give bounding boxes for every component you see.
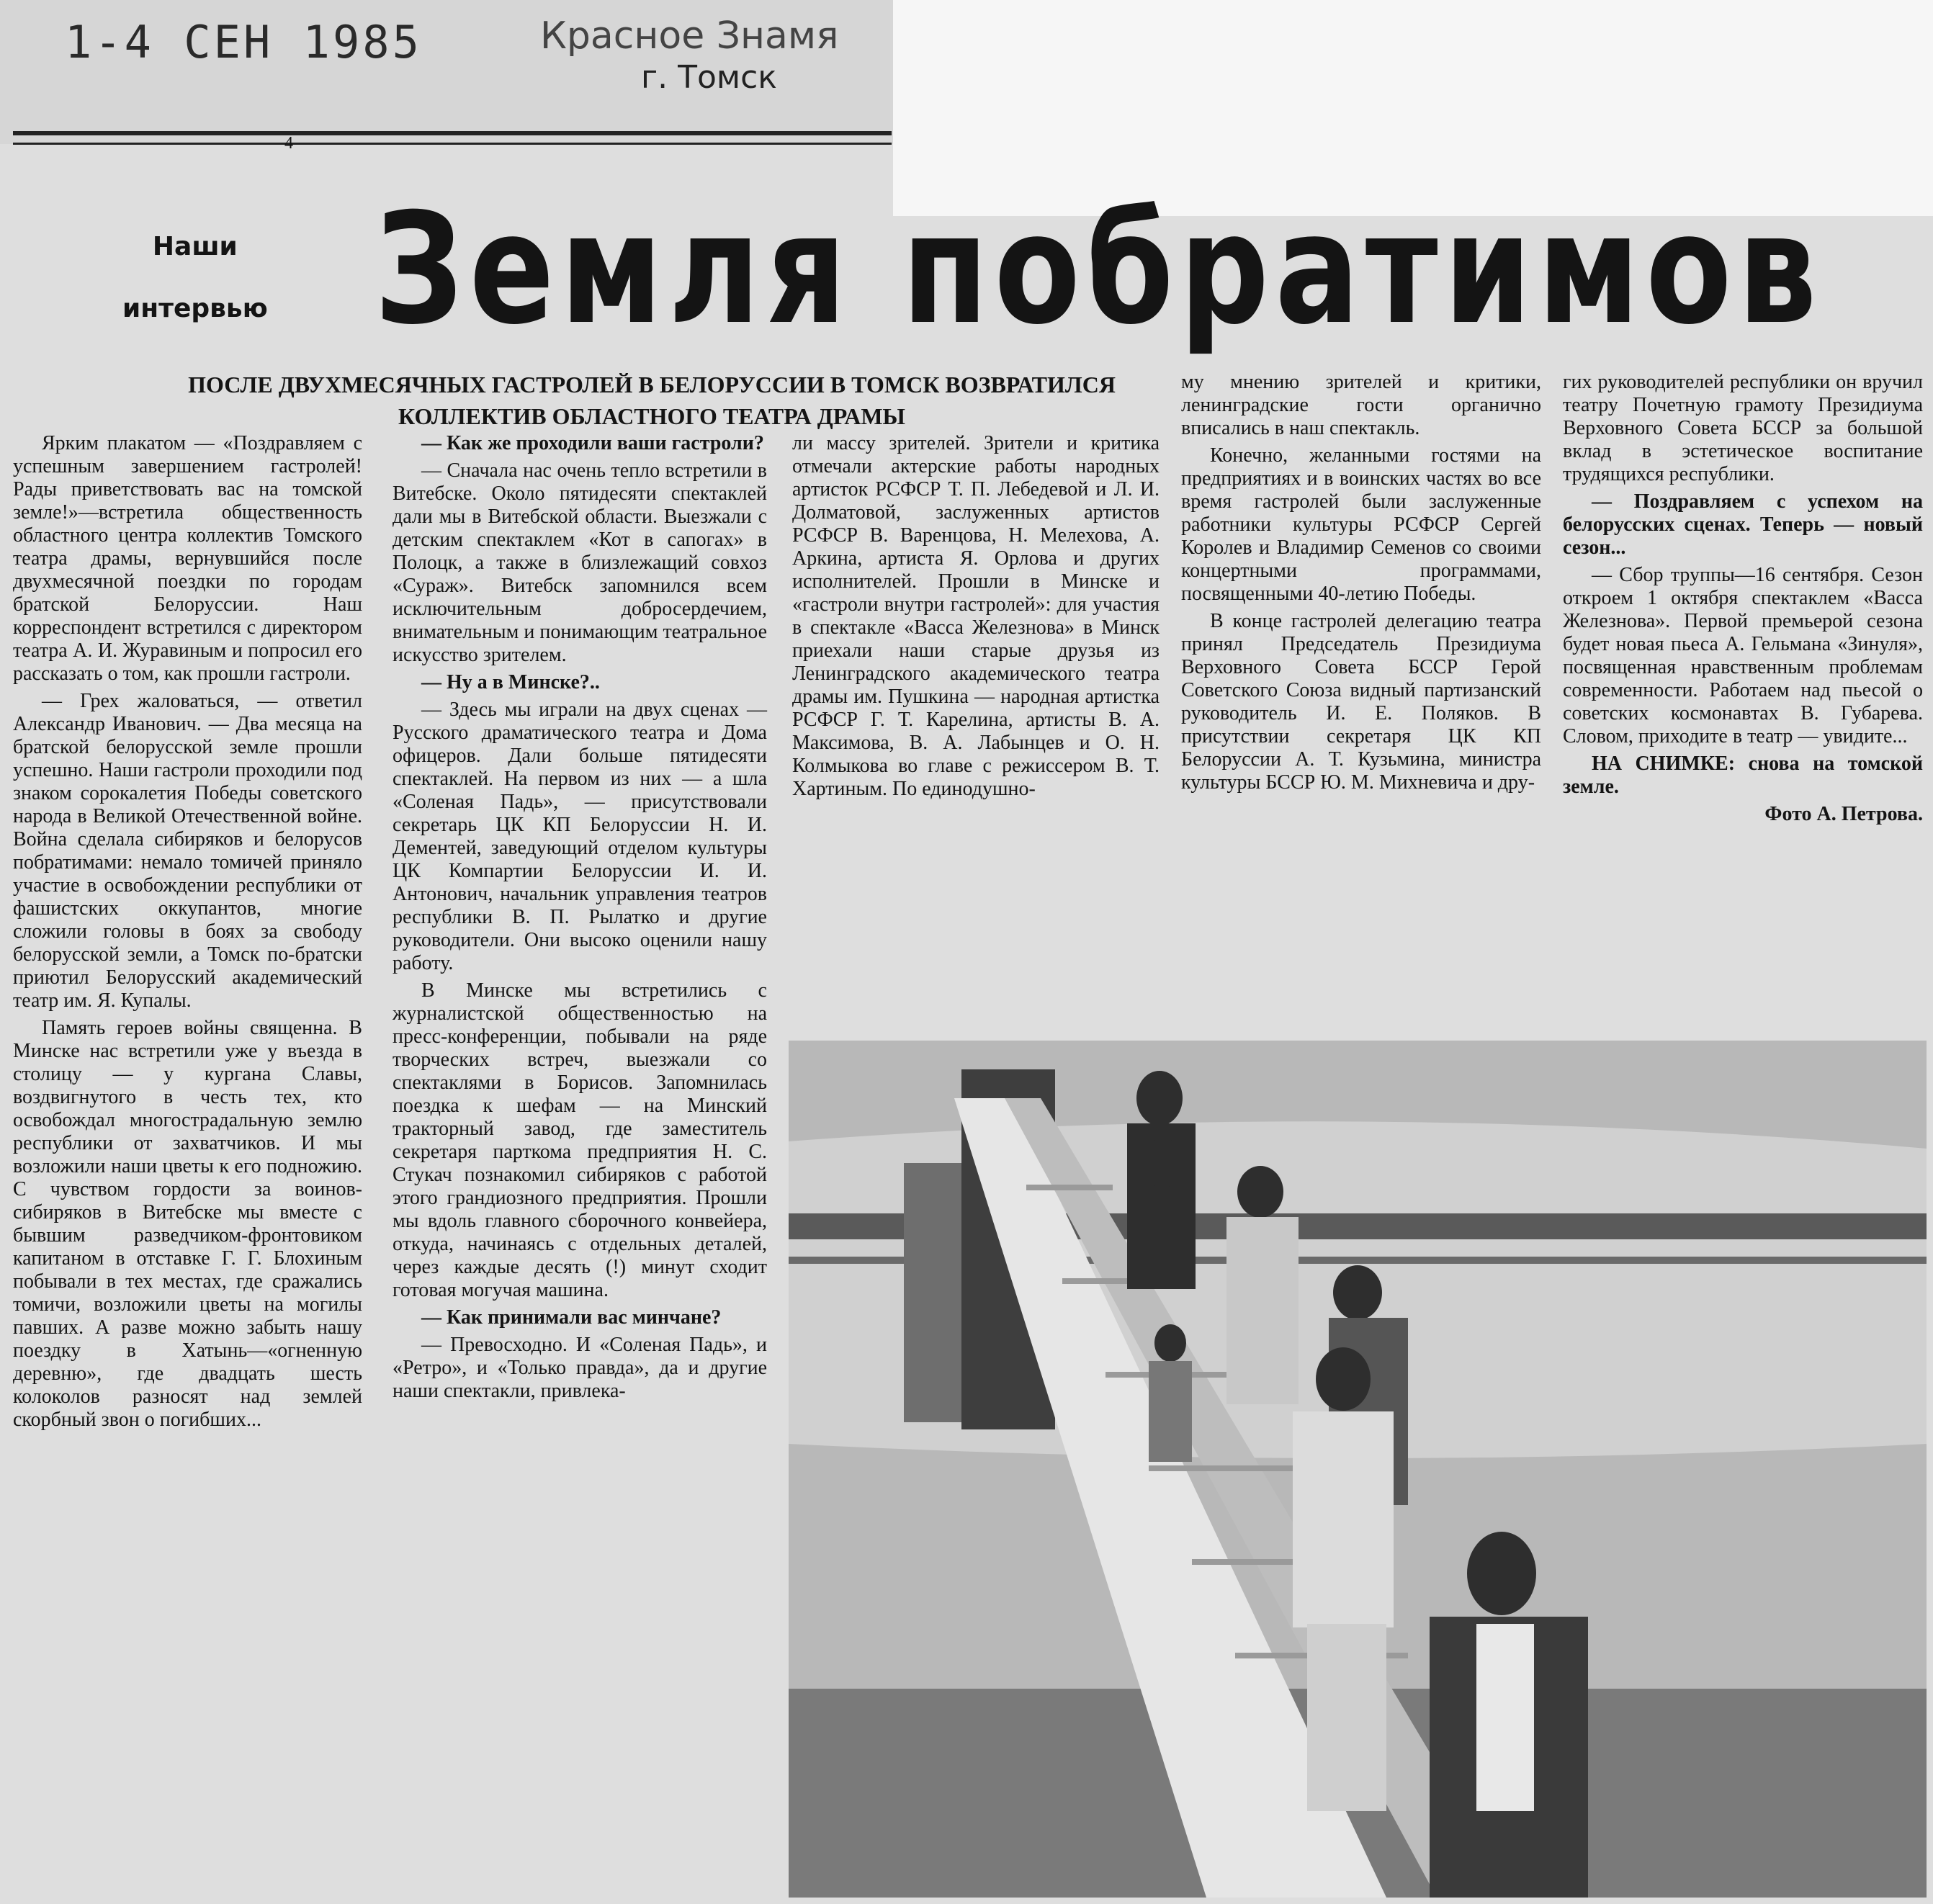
paragraph: — Здесь мы играли на двух сценах — Русского драматического театра и Дома офицеров. Дали больше пятидесяти спектаклей. На первом из них — а шла «Соленая Падь», — присутствовали секретарь ЦК КП Белоруссии Н. И. Дементей, заведующий отделом культуры ЦК Компартии Белоруссии И. И. Антонович, начальник управления театров республики В. П. Рылатко и другие руководители. Они высоко оценили нашу работу.: [393, 699, 767, 974]
paragraph: — Сначала нас очень тепло встретили в Витебске. Около пятидесяти спектаклей дали мы в Витебской области. Выезжали с детским спектаклем «Кот в сапогах» в Полоцк, а также в близлежащий совхоз «Сураж». Витебск запомнился всем исключительным добросердечием, внимательным и понимающим театральное искусство зрителем.: [393, 459, 767, 666]
rubric-line-1: Наши: [152, 232, 238, 261]
photo-caption: НА СНИМКЕ: снова на томской земле.: [1563, 753, 1923, 798]
photo-illustration: [789, 1041, 1927, 1898]
column-3: [792, 432, 1160, 1008]
paragraph: му мнению зрителей и критики, ленинградские гости органично вписались в наш спектакль.: [1181, 371, 1541, 439]
photo-credit: Фото А. Петрова.: [1764, 803, 1923, 825]
top-rule-thin: [13, 143, 892, 145]
page-number: 4: [284, 134, 293, 153]
rubric-label: [122, 216, 268, 340]
lead-paragraph: ПОСЛЕ ДВУХМЕСЯЧНЫХ ГАСТРОЛЕЙ В БЕЛОРУССИИ В ТОМСК ВОЗВРАТИЛСЯ КОЛЛЕКТИВ ОБЛАСТНОГО ТЕАТРА ДРАМЫ: [188, 372, 1116, 429]
column-5: [1563, 371, 1923, 1019]
paragraph: — Грех жаловаться, — ответил Александр Иванович. — Два месяца на братской белорусской земле прошли успешно. Наши гастроли проходили под знаком сорокалетия Победы советского народа в Великой Отечественной войне. Война сделала сибиряков и белорусов побратимами: немало томичей приняло участие в освобождении республики от фашистских оккупантов, многие сложили головы в боях за свободу белорусской земли, а Томск по-братски приютил Белорусский академический театр им. Я. Купалы.: [13, 690, 362, 1012]
headline: Земля побратимов: [375, 180, 1823, 358]
paragraph: В Минске мы встретились с журналистской общественностью на пресс-конференции, побывали на ряде творческих встреч, выезжали со спектаклями в Борисов. Запомнилась поездка к шефам — на Минский тракторный завод, где заместитель секретаря парткома предприятия Н. С. Стукач познакомил сибиряков с работой этого грандиозного предприятия. Прошли мы вдоль главного сборочного конвейера, откуда, начинаясь с отдельных деталей, через каждые десять (!) минут сходит готовая могучая машина.: [393, 979, 767, 1301]
stamp-newspaper-name: Красное Знамя: [540, 14, 839, 58]
paragraph: В конце гастролей делегацию театра принял Председатель Президиума Верховного Совета БССР Герой Советского Союза видный партизанский руководитель И. Е. Поляков. В присутствии секретаря ЦК КП Белоруссии А. Т. Кузьмина, министра культуры БССР Ю. М. Михневича и дру-: [1181, 610, 1541, 794]
question: — Ну а в Минске?..: [421, 671, 600, 693]
paragraph: гих руководителей республики он вручил театру Почетную грамоту Президиума Верховного Совета БССР за большой вклад в эстетическое воспитание трудящихся республики.: [1563, 371, 1923, 485]
paragraph: Память героев войны священна. В Минске нас встретили уже у въезда в столицу — у кургана Славы, воздвигнутого в честь тех, кто освобождал многострадальную землю республики от захватчиков. И мы возложили наши цветы к его подножию. С чувством гордости за воинов-сибиряков в Витебске мы вместе с бывшим разведчиком-фронтовиком капитаном в отставке Г. Г. Блохиным побывали в тех местах, где сражались томичи, возложили цветы на могилы павших. А разве можно забыть нашу поездку в Хатынь—«огненную деревню», где двадцать шесть колоколов разносят над землей скорбный звон о погибших...: [13, 1017, 362, 1431]
paragraph: — Сбор труппы—16 сентября. Сезон откроем 1 октября спектаклем «Васса Железнова». Первой премьерой сезона будет новая пьеса А. Гельмана «Зинуля», посвященная нравственным проблемам современности. Работаем над пьесой о советских космонавтах В. Губарева. Словом, приходите в театр — увидите...: [1563, 564, 1923, 747]
stamp-city: г. Томск: [641, 59, 777, 96]
question: — Как принимали вас минчане?: [421, 1306, 722, 1329]
stamp-date: 1-4 СЕН 1985: [65, 16, 422, 68]
question: — Как же проходили ваши гастроли?: [421, 432, 764, 454]
paragraph: ли массу зрителей. Зрители и критика отмечали актерские работы народных артисток РСФСР Т. П. Лебедевой и Л. И. Долматовой, заслуженных артистов РСФСР В. Варенцова, Н. Мелехова, А. Аркина, артиста Я. Орлова и других исполнителей. Прошли в Минске и «гастроли внутри гастролей»: для участия в спектакле «Васса Железнова» в Минск приехали наши старые друзья из Ленинградского академического театра драмы им. Пушкина — народная артистка РСФСР Г. Т. Карелина, артисты В. А. Максимова, В. А. Лабынцев и О. Н. Колмыкова во главе с режиссером В. Т. Хартиным. По единодушно-: [792, 432, 1160, 800]
column-2: [393, 432, 767, 1402]
top-rule-thick: [13, 131, 892, 135]
paragraph: Ярким плакатом — «Поздравляем с успешным завершением гастролей! Рады приветствовать вас на томской земле!»—встретила общественность областного центра коллектив Томского театра драмы, вернувшийся после двухмесячной поездки по городам братской Белоруссии. Наш корреспондент встретился с директором театра А. И. Журавиным и попросил его рассказать о том, как прошли гастроли.: [13, 432, 362, 685]
column-1: [13, 432, 362, 1894]
rubric-line-2: интервью: [122, 294, 268, 323]
column-4: [1181, 371, 1541, 1019]
question: — Поздравляем с успехом на белорусских сценах. Теперь — новый сезон...: [1563, 490, 1923, 559]
paragraph: — Превосходно. И «Соленая Падь», и «Ретро», и «Только правда», да и другие наши спектакли, привлека-: [393, 1334, 767, 1402]
paragraph: Конечно, желанными гостями на предприятиях и в воинских частях во все время гастролей были заслуженные работники культуры РСФСР Сергей Королев и Владимир Семенов со своими концертными программами, посвященными 40-летию Победы.: [1181, 444, 1541, 605]
photo-airplane-arrival: [789, 1041, 1927, 1898]
